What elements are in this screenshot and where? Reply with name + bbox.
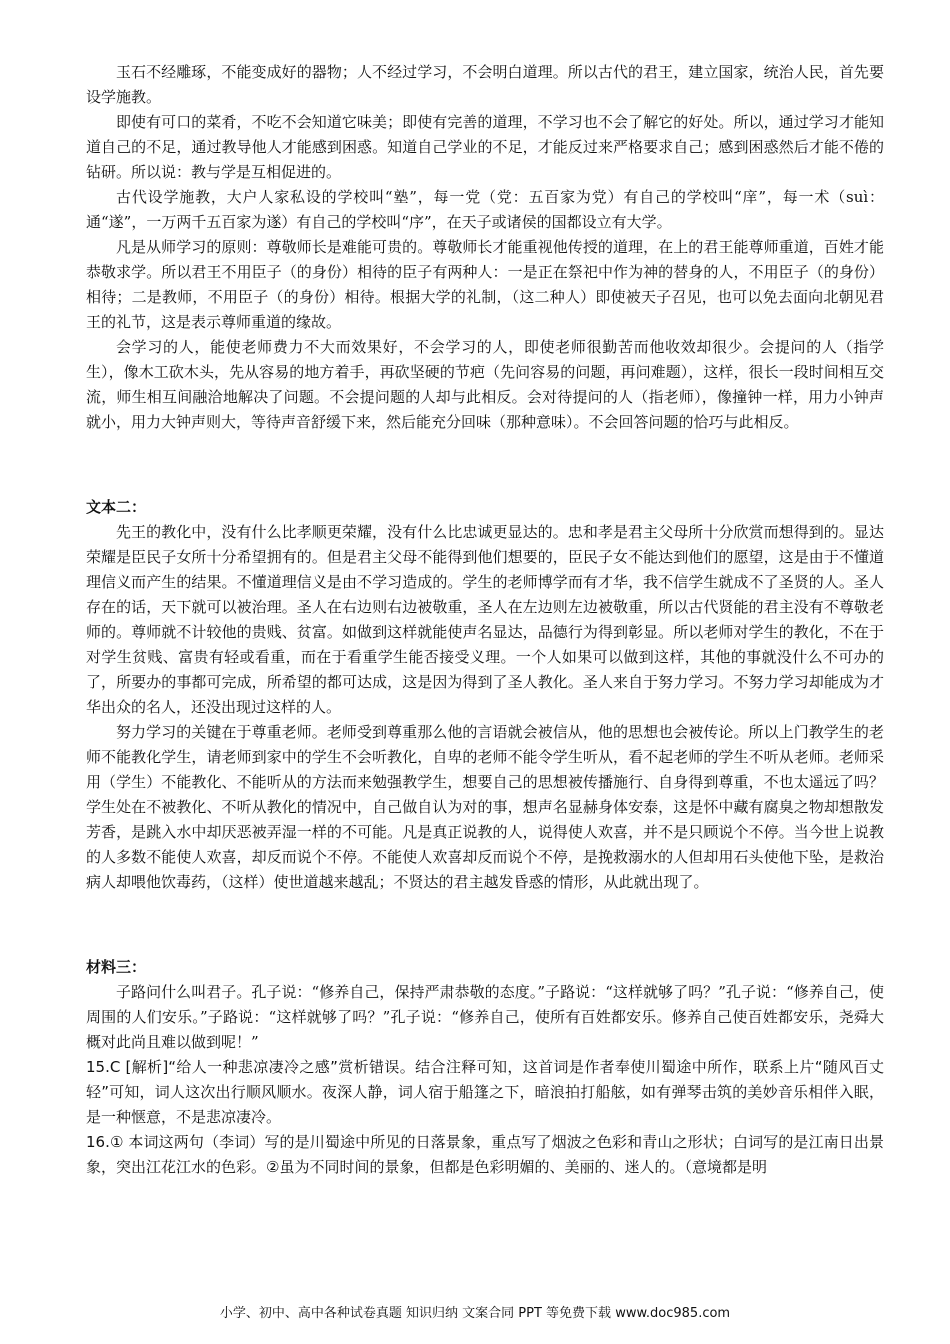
text3-section — [86, 955, 884, 1055]
text2-section — [86, 495, 884, 895]
text1-paragraph-5: 会学习的人，能使老师费力不大而效果好，不会学习的人，即使老师很勤苦而他收效却很少。会提问的人（指学生），像木工砍木头，先从容易的地方着手，再砍坚硬的节疤（先问容易的问题，再问难题），这样，很长一段时间相互交流，师生相互间融洽地解决了问题。不会提问题的人却与此相反。会对待提问的人（指老师），像撞钟一样，用力小钟声就小，用力大钟声则大，等待声音舒缓下来，然后能充分回味（那种意味）。不会回答问题的恰巧与此相反。 — [86, 338, 884, 431]
text3-heading: 材料三： — [86, 958, 147, 976]
text2-paragraph-2: 努力学习的关键在于尊重老师。老师受到尊重那么他的言语就会被信从，他的思想也会被传论。所以上门教学生的老师不能教化学生，请老师到家中的学生不会听教化，自卑的老师不能令学生听从，看不起老师的学生不听从老师。老师采用（学生）不能教化、不能听从的方法而来勉强教学生，想要自己的思想被传播施行、自身得到尊重，不也太遥远了吗？学生处在不被教化、不听从教化的情况中，自己做自认为对的事，想声名显赫身体安泰，这是怀中藏有腐臭之物却想散发芳香，是跳入水中却厌恶被弄湿一样的不可能。凡是真正说教的人，说得使人欢喜，并不是只顾说个不停。当今世上说教的人多数不能使人欢喜，却反而说个不停。不能使人欢喜却反而说个不停，是挽救溺水的人但却用石头使他下坠，是救治病人却喂他饮毒药，（这样）使世道越来越乱；不贤达的君主越发昏惑的情形，从此就出现了。 — [86, 723, 884, 891]
text1-paragraph-1: 玉石不经雕琢，不能变成好的器物；人不经过学习，不会明白道理。所以古代的君王，建立国家，统治人民，首先要设学施教。 — [86, 63, 884, 106]
answer-16: 16.① 本词这两句（李词）写的是川蜀途中所见的日落景象，重点写了烟波之色彩和青山之形状；白词写的是江南日出景象，突出江花江水的色彩。②虽为不同时间的景象，但都是色彩明媚的、美丽的、迷人的。（意境都是明 — [86, 1133, 884, 1176]
text3-paragraph: 子路问什么叫君子。孔子说：“修养自己，保持严肃恭敬的态度。”子路说：“这样就够了吗？”孔子说：“修养自己，使周围的人们安乐。”子路说：“这样就够了吗？”孔子说：“修养自己，使所有百姓都安乐。修养自己使百姓都安乐，尧舜大概对此尚且难以做到呢！” — [86, 983, 884, 1051]
page-footer: 小学、初中、高中各种试卷真题 知识归纳 文案合同 PPT 等免费下载 www.doc985.com — [219, 1306, 731, 1321]
answers-section — [86, 1055, 884, 1180]
text1-paragraph-2: 即使有可口的菜肴，不吃不会知道它味美；即使有完善的道理，不学习也不会了解它的好处。所以，通过学习才能知道自己的不足，通过教导他人才能感到困惑。知道自己学业的不足，才能反过来严格要求自己；感到困惑然后才能不倦的钻研。所以说：教与学是互相促进的。 — [86, 113, 884, 181]
text1-section — [86, 60, 884, 435]
text2-heading: 文本二： — [86, 498, 147, 516]
text2-paragraph-1: 先王的教化中，没有什么比孝顺更荣耀，没有什么比忠诚更显达的。忠和孝是君主父母所十分欣赏而想得到的。显达荣耀是臣民子女所十分希望拥有的。但是君主父母不能得到他们想要的，臣民子女不能达到他们的愿望，这是由于不懂道理信义而产生的结果。不懂道理信义是由不学习造成的。学生的老师博学而有才华，我不信学生就成不了圣贤的人。圣人存在的话，天下就可以被治理。圣人在右边则右边被敬重，圣人在左边则左边被敬重，所以古代贤能的君主没有不尊敬老师的。尊师就不计较他的贵贱、贫富。如做到这样就能使声名显达，品德行为得到彰显。所以老师对学生的教化，不在于对学生贫贱、富贵有轻或看重，而在于看重学生能否接受义理。一个人如果可以做到这样，其他的事就没什么不可办的了，所要办的事都可完成，所希望的都可达成，这是因为得到了圣人教化。圣人来自于努力学习。不努力学习却能成为才华出众的名人，还没出现过这样的人。 — [86, 523, 884, 716]
answer-15: 15.C [解析]“给人一种悲凉凄冷之感”赏析错误。结合注释可知，这首词是作者奉使川蜀途中所作，联系上片“随风百丈轻”可知，词人这次出行顺风顺水。夜深人静，词人宿于船篷之下，暗浪拍打船舷，如有弹琴击筑的美妙音乐相伴入眠，是一种惬意，不是悲凉凄冷。 — [86, 1058, 884, 1126]
text1-paragraph-3: 古代设学施教，大户人家私设的学校叫“塾”，每一党（党：五百家为党）有自己的学校叫“庠”，每一术（suì：通“遂”，一万两千五百家为遂）有自己的学校叫“序”，在天子或诸侯的国都设立有大学。 — [86, 188, 884, 231]
text1-paragraph-4: 凡是从师学习的原则：尊敬师长是难能可贵的。尊敬师长才能重视他传授的道理，在上的君王能尊师重道，百姓才能恭敬求学。所以君王不用臣子（的身份）相待的臣子有两种人：一是正在祭祀中作为神的替身的人，不用臣子（的身份）相待；二是教师，不用臣子（的身份）相待。根据大学的礼制，（这二种人）即使被天子召见，也可以免去面向北朝见君王的礼节，这是表示尊师重道的缘故。 — [86, 238, 884, 331]
